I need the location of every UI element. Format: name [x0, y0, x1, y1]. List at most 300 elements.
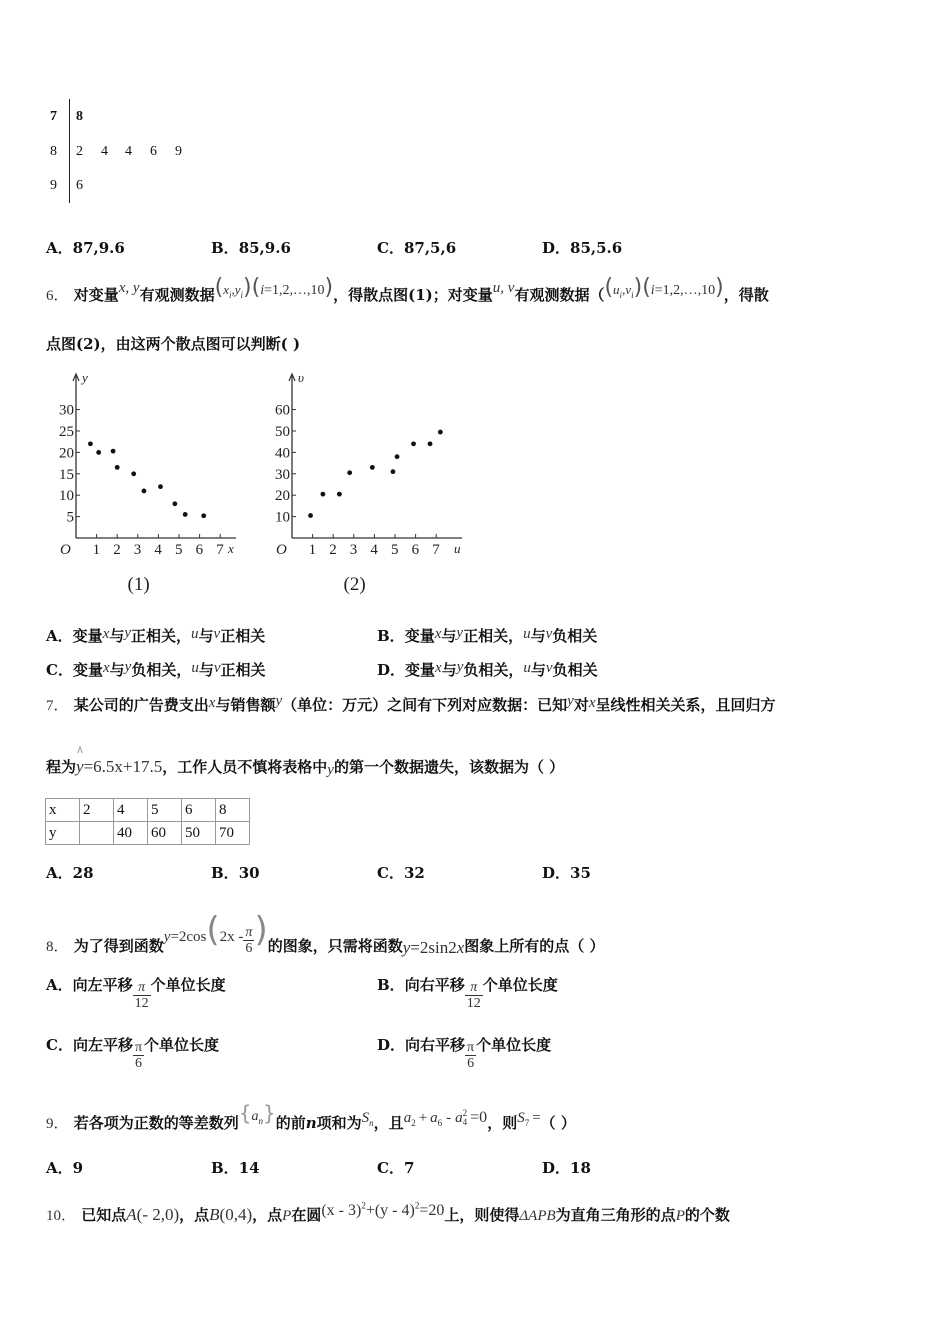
q8-function-1	[163, 910, 268, 956]
scatter-point	[158, 484, 163, 489]
table-cell: 2	[80, 799, 114, 822]
leaf-7-1: 8	[76, 109, 83, 124]
table-cell: 70	[216, 822, 250, 845]
var-y: y	[402, 938, 411, 957]
y-tick-label: 20	[59, 445, 74, 462]
table-cell: 5	[148, 799, 182, 822]
q7-number: 7．	[46, 698, 69, 714]
option-letter: C．	[46, 1035, 73, 1054]
x-tick-label: 2	[329, 542, 337, 558]
scatter-point	[395, 454, 400, 459]
q5-option-d[interactable]	[542, 237, 622, 258]
numerator: π	[467, 1040, 475, 1055]
option-letter: C．	[377, 864, 404, 882]
table-row	[46, 799, 250, 822]
option-text: 正相关	[220, 661, 266, 679]
option-text: 与	[109, 627, 125, 645]
q8-option-d[interactable]	[377, 1035, 552, 1071]
leaf-9-1: 6	[76, 178, 83, 193]
q6-text4: 有观测数据（	[514, 286, 605, 304]
plot-caption: (1)	[127, 574, 150, 595]
option-letter: A．	[46, 1159, 73, 1177]
paren: )	[633, 275, 643, 300]
var: v	[545, 626, 553, 642]
scatter-point	[428, 441, 433, 446]
q9-s7	[517, 1108, 540, 1126]
scatter-point	[172, 501, 177, 506]
var-y: y	[234, 282, 241, 297]
op: =	[532, 1110, 541, 1126]
option-letter: C．	[377, 239, 404, 257]
var-a: a	[251, 1109, 259, 1124]
origin-label: O	[276, 542, 287, 558]
option-text: 个单位长度	[482, 975, 558, 994]
option-letter: A．	[46, 975, 73, 994]
denominator: 12	[134, 996, 149, 1011]
paren: )	[715, 275, 724, 300]
point-a	[126, 1205, 179, 1225]
q6-text3: ，得散点图(1)；对变量	[333, 286, 493, 304]
option-text: 变量	[405, 661, 436, 679]
q9-sum	[362, 1108, 374, 1126]
paren: )	[254, 910, 268, 950]
coords: (0,4)	[219, 1205, 253, 1224]
option-text: 负相关，	[463, 661, 524, 679]
index-range: =1,2,…,10	[264, 283, 325, 298]
option-text: 向右平移	[405, 1035, 466, 1054]
var-x: x	[208, 695, 216, 711]
x-tick-label: 3	[349, 542, 358, 558]
sup: 2	[462, 1108, 468, 1118]
option-text: 85,5.6	[570, 239, 623, 257]
x-tick-label: 1	[92, 542, 101, 558]
q7-text: 对	[573, 696, 589, 714]
q7-text: 呈线性相关关系，且回归方	[595, 696, 776, 714]
q5-option-c[interactable]	[377, 237, 456, 258]
x-tick-label: 7	[432, 542, 440, 558]
var: y	[124, 625, 132, 641]
q9-equation	[404, 1108, 488, 1126]
sub: 6	[437, 1118, 443, 1128]
y-tick-label: 30	[275, 466, 290, 483]
q8-text: 图象上所有的点（ ）	[464, 937, 605, 955]
plot-caption: (2)	[343, 574, 366, 595]
q6-vars-xy: x, y	[118, 280, 140, 296]
paren: (	[642, 275, 651, 300]
q9-text: （ ）	[540, 1114, 576, 1132]
x-tick-label: 2	[113, 542, 121, 558]
option-text: 正相关，	[463, 627, 524, 645]
var: y	[456, 659, 464, 675]
q6-line2: 点图(2)，由这两个散点图可以判断( )	[46, 335, 301, 353]
var-x: x	[588, 695, 596, 711]
y-tick-label: 15	[59, 466, 74, 483]
option-text: 35	[570, 864, 591, 882]
coords: (- 2,0)	[136, 1205, 180, 1224]
var-a: a	[430, 1110, 438, 1126]
q9-n: n	[305, 1114, 317, 1132]
scatter-point	[115, 465, 120, 470]
x-tick-label: 6	[195, 542, 204, 558]
q6-option-d[interactable]	[377, 659, 598, 680]
q9-option-b[interactable]	[211, 1157, 260, 1178]
table-cell: 50	[182, 822, 216, 845]
option-text: 变量	[72, 627, 103, 645]
paren: (	[251, 275, 261, 300]
var-y: y	[567, 693, 574, 709]
q7-line1	[46, 694, 776, 715]
brace: {	[238, 1101, 252, 1125]
q8-option-a[interactable]	[46, 975, 226, 1011]
var-i: i	[650, 283, 655, 298]
option-letter: D．	[377, 1035, 406, 1054]
option-text: 87,9.6	[72, 239, 125, 257]
sub: 4	[462, 1117, 468, 1127]
y-tick-label: 30	[59, 402, 74, 419]
option-letter: C．	[46, 661, 73, 679]
leaf-8-1: 2	[76, 144, 83, 159]
option-text: 正相关	[220, 627, 266, 645]
table-cell: 6	[182, 799, 216, 822]
numerator: π	[133, 980, 151, 996]
option-letter: D．	[542, 1159, 571, 1177]
y-axis-label: υ	[298, 370, 304, 385]
paren: (	[604, 275, 614, 300]
q7-option-c[interactable]	[377, 862, 425, 883]
stem-7: 7	[50, 109, 57, 124]
table-cell: 8	[216, 799, 250, 822]
y-tick-label: 40	[275, 445, 290, 462]
var-y: y	[76, 757, 84, 776]
q9-option-d[interactable]	[542, 1157, 591, 1178]
paren: (	[206, 910, 220, 950]
option-text: 个单位长度	[476, 1035, 552, 1054]
q8-option-c[interactable]	[46, 1035, 220, 1071]
q9-text: 项和为	[316, 1114, 362, 1132]
var: A	[126, 1205, 137, 1224]
paren: )	[324, 275, 334, 300]
q10-text: 在圆	[291, 1206, 322, 1224]
fraction	[133, 1040, 144, 1071]
y-axis-label: y	[82, 370, 88, 385]
stem-8: 8	[50, 144, 57, 159]
scatter-point	[391, 469, 396, 474]
q8-text: 的图象，只需将函数	[267, 937, 403, 955]
var-v: v	[625, 282, 632, 297]
func-cos: =2cos	[170, 929, 207, 945]
numerator: π	[465, 980, 483, 996]
scatter-point	[201, 513, 206, 518]
var-y: y	[327, 762, 334, 778]
var: u	[191, 626, 199, 642]
y-tick-label: 10	[59, 488, 74, 505]
scatter-point	[131, 471, 136, 476]
x-tick-label: 6	[411, 542, 420, 558]
option-text: 14	[238, 1159, 260, 1177]
sub-i: i	[240, 290, 244, 300]
var-y: y	[275, 693, 283, 709]
numerator: π	[245, 924, 253, 940]
op: =0	[470, 1109, 488, 1126]
option-text: 变量	[72, 661, 103, 679]
q6-data-xy: $(x_i,y_i)(i=1,2,\dots,10)$	[214, 275, 334, 300]
leaf-8-4: 6	[150, 144, 157, 159]
sub-i: i	[619, 290, 623, 300]
option-text: 85,9.6	[238, 239, 291, 257]
table-cell: 4	[114, 799, 148, 822]
option-letter: B．	[211, 864, 239, 882]
var: x	[435, 660, 442, 676]
q9-line	[46, 1101, 576, 1134]
y-tick-label: 10	[275, 509, 290, 526]
option-letter: D．	[377, 661, 406, 679]
op: -	[446, 1110, 452, 1126]
q8-option-b[interactable]	[377, 975, 558, 1011]
scatter-point	[111, 449, 116, 454]
table-cell: 40	[114, 822, 148, 845]
q6-text1: 对变量	[73, 286, 119, 304]
option-text: 向左平移	[72, 1035, 133, 1054]
option-letter: C．	[377, 1159, 404, 1177]
q6-text2: 有观测数据	[139, 286, 215, 304]
option-text: 负相关，	[131, 661, 192, 679]
point-b	[209, 1205, 252, 1225]
option-letter: B．	[211, 1159, 239, 1177]
regression-equation	[76, 744, 163, 777]
var: x	[102, 660, 110, 676]
paren: )	[243, 275, 252, 300]
var-u: u	[613, 282, 620, 297]
fraction	[133, 980, 151, 1011]
sub: 2	[411, 1118, 416, 1128]
x-tick-label: 5	[391, 542, 399, 558]
q10-text: 的个数	[684, 1206, 730, 1224]
q9-text: 若各项为正数的等差数列	[73, 1114, 239, 1132]
option-text: 正相关，	[131, 627, 192, 645]
q6-vars-uv: u, v	[492, 280, 515, 296]
numerator: π	[134, 1040, 143, 1055]
sub-n: n	[258, 1116, 263, 1126]
scatter-point	[347, 470, 352, 475]
x-tick-label: 5	[175, 542, 183, 558]
q10-line	[46, 1200, 730, 1225]
x-tick-label: 4	[154, 542, 162, 558]
x-tick-label: 3	[133, 542, 142, 558]
option-letter: A．	[46, 864, 73, 882]
scatter-point	[142, 489, 147, 494]
sub-i: i	[228, 290, 232, 300]
var-x: x	[223, 282, 229, 297]
q7-text: （单位：万元）之间有下列对应数据：已知	[282, 696, 568, 714]
func-sin: =2sin2	[410, 938, 457, 957]
scatter-point	[88, 441, 93, 446]
var: y	[124, 659, 132, 675]
option-text: 7	[403, 1159, 415, 1177]
q8-line	[46, 910, 605, 963]
var-x: x	[456, 938, 465, 957]
x-axis-label: x	[228, 541, 234, 556]
option-text: 个单位长度	[144, 1035, 220, 1054]
y-tick-label: 5	[66, 509, 74, 526]
scatter-point	[411, 441, 416, 446]
table-cell: 60	[148, 822, 182, 845]
denominator: 12	[466, 996, 481, 1011]
denominator: 6	[135, 1056, 142, 1071]
scatter-point	[370, 465, 375, 470]
scatter-point	[337, 492, 342, 497]
option-letter: A．	[46, 627, 73, 645]
option-text: 与	[198, 661, 214, 679]
q10-number: 10．	[46, 1208, 77, 1224]
fraction	[465, 980, 483, 1011]
q9-text: ，则	[487, 1114, 518, 1132]
q8-text: 为了得到函数	[73, 937, 164, 955]
option-text: 与	[109, 661, 125, 679]
origin-label: O	[60, 542, 71, 558]
q6-text5: ，得散	[723, 286, 769, 304]
option-text: 负相关	[552, 661, 598, 679]
leaf-8-2: 4	[101, 144, 108, 159]
q10-text: ，点	[179, 1206, 210, 1224]
option-letter: A．	[46, 239, 73, 257]
y-tick-label: 25	[59, 424, 74, 440]
scatter-point	[183, 512, 188, 517]
option-text: 87,5,6	[403, 239, 457, 257]
var: v	[213, 660, 221, 676]
equation-rest: =6.5x+17.5	[83, 757, 163, 776]
denominator: 6	[467, 1056, 475, 1071]
var: v	[545, 660, 553, 676]
q7-option-d[interactable]	[542, 862, 591, 883]
paren: (	[214, 275, 224, 300]
var-a: a	[455, 1110, 463, 1126]
sub-i: i	[631, 290, 634, 300]
var: u	[523, 626, 531, 642]
option-letter: B．	[377, 627, 405, 645]
y-tick-label: 60	[275, 402, 290, 419]
var-a: a	[403, 1110, 412, 1126]
q6-option-b[interactable]	[377, 625, 597, 646]
circle-equation	[321, 1200, 444, 1219]
q9-number: 9．	[46, 1116, 69, 1132]
term: +(y - 4)	[365, 1202, 415, 1219]
y-tick-label: 50	[275, 424, 290, 440]
var: x	[102, 626, 110, 642]
option-letter: D．	[542, 864, 571, 882]
sub: 7	[524, 1118, 530, 1128]
denominator: 6	[245, 940, 253, 956]
var: P	[675, 1208, 685, 1224]
leaf-8-5: 9	[175, 144, 182, 159]
q6-number: 6．	[46, 288, 69, 304]
var: P	[282, 1208, 292, 1224]
var-i: i	[260, 283, 265, 298]
q6-line1	[46, 275, 769, 306]
x-tick-label: 7	[216, 542, 224, 558]
q7-line2	[46, 744, 565, 778]
scatter-point	[321, 492, 326, 497]
leaf-8-3: 4	[125, 144, 132, 159]
option-text: 负相关	[552, 627, 598, 645]
q9-option-a[interactable]	[46, 1157, 83, 1178]
table-cell-missing	[80, 822, 114, 845]
fraction-pi-6	[243, 925, 254, 956]
var: x	[434, 626, 442, 642]
option-text: 个单位长度	[150, 975, 226, 994]
option-text: 与	[530, 627, 546, 645]
option-letter: B．	[377, 975, 405, 994]
option-text: 9	[72, 1159, 84, 1177]
option-text: 向右平移	[404, 975, 465, 994]
var: B	[209, 1205, 220, 1224]
var: y	[456, 625, 464, 641]
var-y: y	[163, 929, 171, 945]
q9-text: 的前	[275, 1114, 306, 1132]
option-text: 与	[441, 627, 457, 645]
q5-option-a[interactable]	[46, 237, 125, 258]
option-text: 与	[198, 627, 214, 645]
option-text: 32	[403, 864, 425, 882]
q5-option-b[interactable]	[211, 237, 291, 258]
x-tick-label: 1	[308, 542, 317, 558]
var: u	[523, 660, 531, 676]
sup: 2	[361, 1200, 366, 1211]
table-cell: y	[46, 822, 80, 845]
var-s: S	[517, 1110, 525, 1126]
q6-data-uv: $(u_i,v_i)(i=1,2,\dots,10)$	[604, 275, 724, 300]
table-cell: x	[46, 799, 80, 822]
q7-text: 与销售额	[215, 696, 276, 714]
table-row	[46, 822, 250, 845]
q9-text: ，且	[373, 1114, 404, 1132]
brace: }	[263, 1101, 276, 1125]
hat-symbol: ∧	[76, 744, 85, 756]
q9-sequence	[238, 1101, 276, 1126]
q9-option-c[interactable]	[377, 1157, 414, 1178]
var: v	[213, 626, 221, 642]
q7-data-table	[45, 798, 250, 845]
scatter-point	[438, 430, 443, 435]
q10-text: 为直角三角形的点	[555, 1206, 676, 1224]
q8-number: 8．	[46, 939, 69, 955]
q7-option-a[interactable]	[46, 862, 94, 883]
q10-text: 上，则使得	[444, 1206, 520, 1224]
fraction	[465, 1040, 476, 1071]
option-letter: B．	[211, 239, 239, 257]
var: u	[191, 660, 199, 676]
q10-text: ，点	[252, 1206, 283, 1224]
option-text: 28	[72, 864, 94, 882]
stem-leaf-divider	[69, 99, 70, 203]
option-text: 30	[238, 864, 260, 882]
stem-9: 9	[50, 178, 57, 193]
scatter-point	[96, 450, 101, 455]
option-text: 变量	[404, 627, 435, 645]
triangle: ΔAPB	[519, 1208, 556, 1224]
q7-text: 的第一个数据遗失，该数据为（ ）	[333, 758, 565, 776]
q7-text: 某公司的广告费支出	[73, 696, 209, 714]
q6-option-a[interactable]	[46, 625, 265, 646]
q6-option-c[interactable]	[46, 659, 266, 680]
scatter-point	[308, 513, 313, 518]
q7-option-b[interactable]	[211, 862, 260, 883]
x-tick-label: 4	[370, 542, 378, 558]
sub-n: n	[369, 1118, 374, 1128]
func-arg: 2x -	[219, 929, 244, 945]
q7-text: ，工作人员不慎将表格中	[162, 758, 328, 776]
sup: 2	[414, 1200, 420, 1211]
option-letter: D．	[542, 239, 571, 257]
